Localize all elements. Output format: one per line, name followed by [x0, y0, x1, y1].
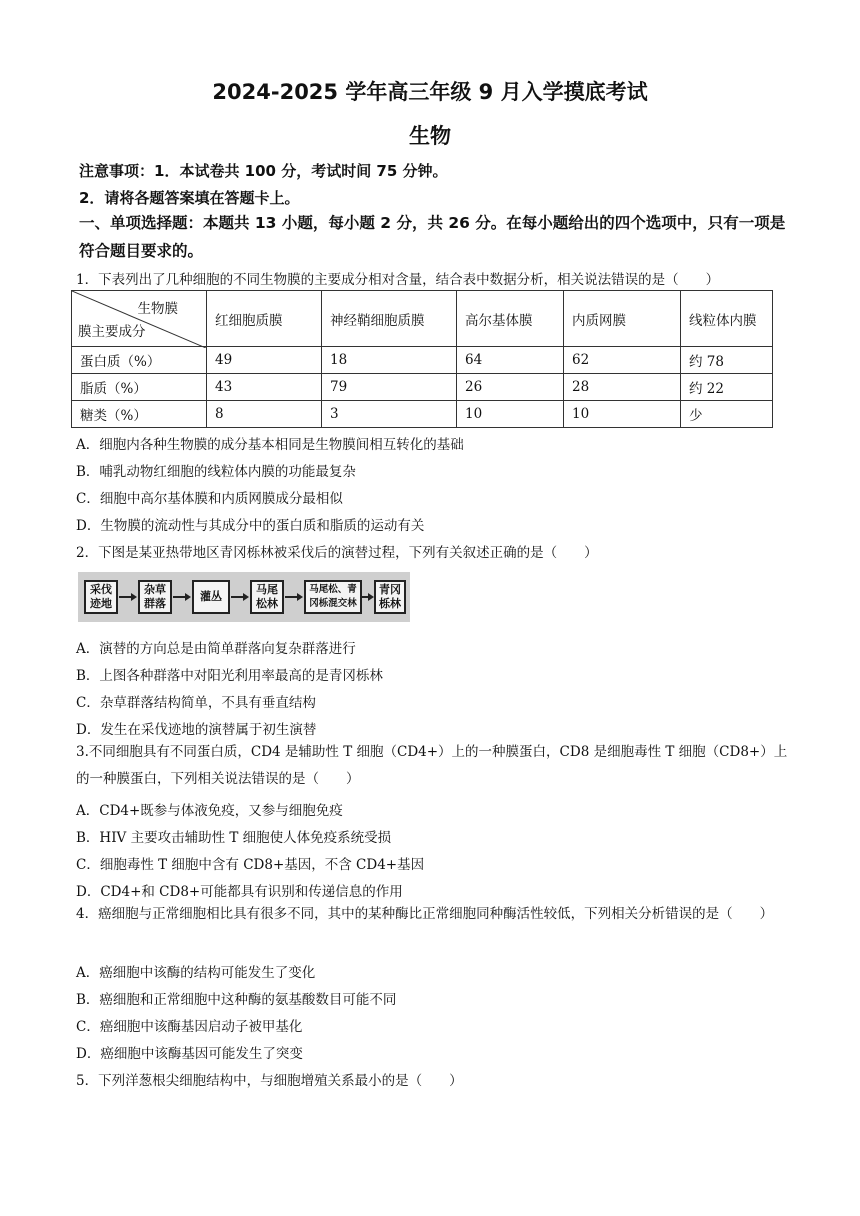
flow-arrow-icon: [362, 592, 374, 602]
q4-option-d: D．癌细胞中该酶基因可能发生了突变: [76, 1046, 303, 1062]
q1-option-a: A．细胞内各种生物膜的成分基本相同是生物膜间相互转化的基础: [76, 437, 464, 453]
q5-stem: 5．下列洋葱根尖细胞结构中，与细胞增殖关系最小的是（ ）: [76, 1073, 463, 1089]
flow-arrow-icon: [173, 592, 191, 602]
notice-2: 2．请将各题答案填在答题卡上。: [79, 189, 300, 207]
q2-option-c: C．杂草群落结构简单，不具有垂直结构: [76, 695, 316, 711]
subject-title: 生物: [409, 124, 451, 148]
table-cell: 64: [457, 347, 564, 374]
table-cell: 18: [322, 347, 457, 374]
q3-option-c: C．细胞毒性 T 细胞中含有 CD8+基因，不含 CD4+基因: [76, 857, 425, 873]
table-cell: 43: [207, 374, 322, 401]
q3-stem: 3.不同细胞具有不同蛋白质，CD4 是辅助性 T 细胞（CD4+）上的一种膜蛋白，CD8 是细胞毒性 T 细胞（CD8+）上的一种膜蛋白，下列相关说法错误的是（ ）: [76, 744, 788, 787]
q1-option-c: C．细胞中高尔基体膜和内质网膜成分最相似: [76, 491, 343, 507]
table-cell: 8: [207, 401, 322, 428]
column-header: 红细胞质膜: [207, 291, 322, 347]
q4-stem: 4．癌细胞与正常细胞相比具有很多不同，其中的某种酶比正常细胞同种酶活性较低，下列相关分析错误的是（ ）: [76, 906, 774, 922]
table-cell: 少: [681, 401, 773, 428]
table-cell: 79: [322, 374, 457, 401]
table-corner-cell: [72, 291, 207, 347]
flow-box-logging-site: 采伐 迹地: [84, 580, 118, 614]
flow-arrow-icon: [231, 592, 249, 602]
q4-option-b: B．癌细胞和正常细胞中这种酶的氨基酸数目可能不同: [76, 992, 397, 1008]
column-header: 神经鞘细胞质膜: [322, 291, 457, 347]
table-cell: 约 78: [681, 347, 773, 374]
row-label: 脂质（%）: [72, 374, 207, 401]
row-label: 糖类（%）: [72, 401, 207, 428]
q1-stem: 1．下表列出了几种细胞的不同生物膜的主要成分相对含量，结合表中数据分析，相关说法错误的是（ ）: [76, 272, 720, 288]
q2-stem: 2．下图是某亚热带地区青冈栎林被采伐后的演替过程，下列有关叙述正确的是（ ）: [76, 545, 598, 561]
table-header-row: [72, 291, 773, 347]
table-cell: 28: [564, 374, 681, 401]
q3-option-a: A．CD4+既参与体液免疫，又参与细胞免疫: [76, 803, 343, 819]
table-cell: 62: [564, 347, 681, 374]
flow-arrow-icon: [285, 592, 303, 602]
flow-box-shrubland: 灌丛: [192, 580, 230, 614]
q3-option-d: D．CD4+和 CD8+可能都具有识别和传递信息的作用: [76, 884, 403, 900]
flow-arrow-icon: [119, 592, 137, 602]
table-row: [72, 401, 773, 428]
table-cell: 49: [207, 347, 322, 374]
membrane-composition-table: [71, 290, 773, 428]
flow-box-oak-forest: 青冈 栎林: [374, 580, 406, 614]
column-header: 内质网膜: [564, 291, 681, 347]
corner-top-label: 生物膜: [137, 301, 178, 317]
flow-box-masson-pine: 马尾 松林: [250, 580, 284, 614]
row-label: 蛋白质（%）: [72, 347, 207, 374]
table-cell: 10: [564, 401, 681, 428]
q3-option-b: B．HIV 主要攻击辅助性 T 细胞使人体免疫系统受损: [76, 830, 392, 846]
q1-option-b: B．哺乳动物红细胞的线粒体内膜的功能最复杂: [76, 464, 356, 480]
table-row: [72, 374, 773, 401]
section-heading: 一、单项选择题：本题共 13 小题，每小题 2 分，共 26 分。在每小题给出的四个选项中，只有一项是符合题目要求的。: [79, 214, 786, 260]
notice-1: 注意事项：1．本试卷共 100 分，考试时间 75 分钟。: [79, 162, 448, 180]
table-cell: 26: [457, 374, 564, 401]
table-cell: 3: [322, 401, 457, 428]
q2-option-a: A．演替的方向总是由简单群落向复杂群落进行: [76, 641, 356, 657]
q4-option-a: A．癌细胞中该酶的结构可能发生了变化: [76, 965, 316, 981]
flow-box-mixed-forest: 马尾松、青 冈栎混交林: [304, 580, 362, 614]
q2-option-d: D．发生在采伐迹地的演替属于初生演替: [76, 722, 317, 738]
q4-option-c: C．癌细胞中该酶基因启动子被甲基化: [76, 1019, 303, 1035]
flow-box-weed-community: 杂草 群落: [138, 580, 172, 614]
q2-option-b: B．上图各种群落中对阳光利用率最高的是青冈栎林: [76, 668, 383, 684]
exam-title: 2024-2025 学年高三年级 9 月入学摸底考试: [212, 80, 648, 104]
corner-bottom-label: 膜主要成分: [78, 324, 146, 340]
table-cell: 10: [457, 401, 564, 428]
table-row: [72, 347, 773, 374]
column-header: 高尔基体膜: [457, 291, 564, 347]
q1-option-d: D．生物膜的流动性与其成分中的蛋白质和脂质的运动有关: [76, 518, 425, 534]
succession-flow-diagram: [78, 572, 410, 622]
table-cell: 约 22: [681, 374, 773, 401]
column-header: 线粒体内膜: [681, 291, 773, 347]
